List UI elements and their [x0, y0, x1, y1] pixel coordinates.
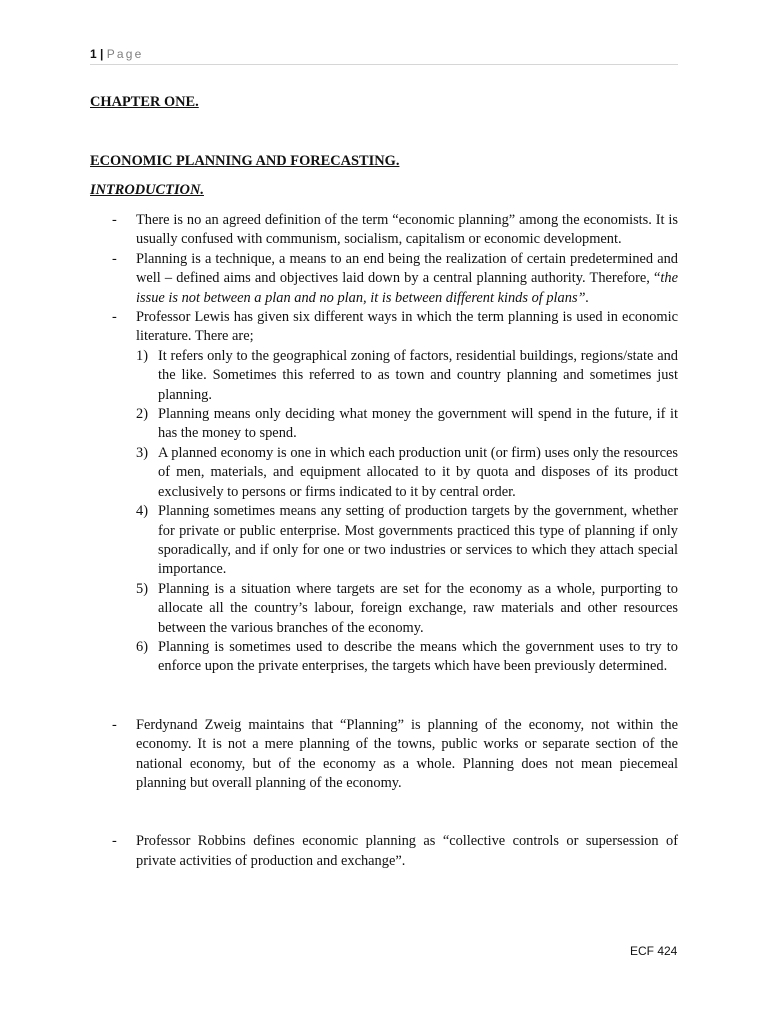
body-content: [90, 211, 678, 871]
list-text: A planned economy is one in which each production unit (or firm) uses only the resources of men, materials, and equipment allocated to it by quota and disposes of its product exclusively to persons or firms indicated to it by central order.: [158, 444, 678, 500]
list-item: [90, 502, 678, 580]
bullet-text: Planning is a technique, a means to an end being the realization of certain predetermined and well – defined aims and objectives laid down by a central planning authority. Therefore, “: [136, 250, 678, 287]
bullet-lewis: [90, 308, 678, 347]
spacer: [90, 793, 678, 832]
bullet-robbins: [90, 832, 678, 871]
bullet-dash: -: [112, 833, 117, 850]
list-text: Planning is sometimes used to describe the means which the government uses to try to enforce upon the private enterprises, the targets which have been previously determined.: [158, 638, 678, 675]
page-label: Page: [106, 47, 144, 61]
bullet-dash: -: [112, 250, 117, 267]
bullet-text: Ferdynand Zweig maintains that “Planning” is planning of the economy, not within the economy. It is not a mere planning of the towns, public works or separate section of the national economy, but of the economy as a whole. Planning does not mean piecemeal planning but overall planning of the economy.: [136, 716, 678, 791]
bullet-definition: [90, 211, 678, 250]
bullet-technique: [90, 250, 678, 308]
page-header: [90, 47, 678, 65]
list-number: 6): [136, 638, 148, 655]
list-number: 1): [136, 347, 148, 364]
page-number: 1: [90, 47, 97, 61]
chapter-title: CHAPTER ONE.: [90, 94, 199, 110]
list-number: 4): [136, 503, 148, 520]
numbered-list: [90, 347, 678, 677]
list-text: It refers only to the geographical zoning of factors, residential buildings, regions/state and the like. Sometimes this referred to as town and country planning and sometimes just planning.: [158, 347, 678, 403]
bullet-dash: -: [112, 309, 117, 326]
list-text: Planning sometimes means any setting of production targets by the government, whether for private or public enterprise. Most governments practiced this type of planning if only sporadically, and if only for one or two industries or services to which they attach special importance.: [158, 503, 678, 578]
section-title: ECONOMIC PLANNING AND FORECASTING.: [90, 153, 400, 169]
bullet-zweig: [90, 716, 678, 794]
header-separator: |: [96, 47, 107, 61]
spacer: [90, 677, 678, 716]
bullet-text: There is no an agreed definition of the term “economic planning” among the economists. It is usually confused with communism, socialism, capitalism or economic development.: [136, 212, 678, 248]
list-item: [90, 347, 678, 405]
list-number: 5): [136, 580, 148, 597]
list-text: Planning is a situation where targets are set for the economy as a whole, purporting to allocate all the country’s labour, foreign exchange, raw materials and other resources between the various branches of the economy.: [158, 580, 678, 636]
list-text: Planning means only deciding what money the government will spend in the future, if it has the money to spend.: [158, 406, 678, 442]
list-item: [90, 405, 678, 444]
page-footer: ECF 424: [630, 944, 678, 958]
list-number: 2): [136, 406, 148, 423]
list-item: [90, 638, 678, 677]
bullet-quote-end: ”.: [577, 289, 590, 306]
bullet-dash: -: [112, 716, 117, 733]
bullet-quote: the issue is not between a plan and no plan, it is between different kinds of plans: [136, 270, 678, 306]
list-item: [90, 444, 678, 502]
bullet-text: Professor Lewis has given six different ways in which the term planning is used in economic literature. There are;: [136, 309, 678, 345]
bullet-dash: -: [112, 212, 117, 228]
bullet-text: Professor Robbins defines economic planning as “collective controls or supersession of private activities of production and exchange”.: [136, 833, 678, 869]
intro-title: INTRODUCTION.: [90, 182, 204, 198]
list-item: [90, 580, 678, 638]
list-number: 3): [136, 444, 148, 461]
